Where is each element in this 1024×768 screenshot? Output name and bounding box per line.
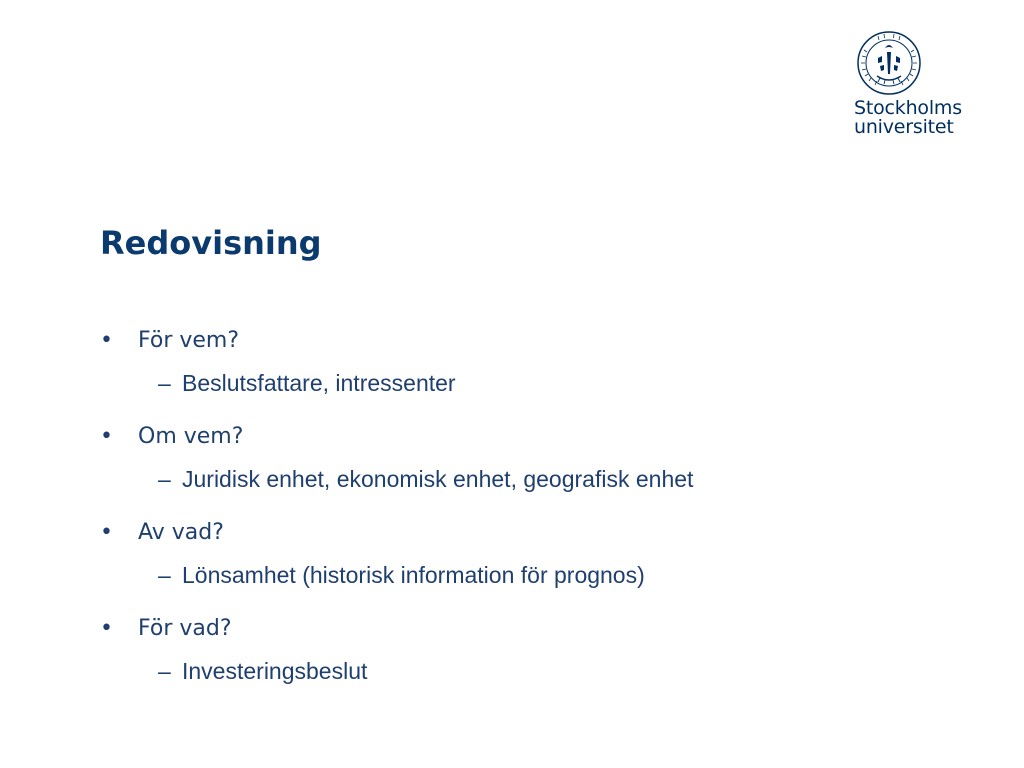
university-seal-icon [856,30,922,96]
bullet-marker: • [100,616,113,641]
bullet-text: För vad? [138,616,232,641]
bullet-marker: • [100,424,113,449]
wordmark-line-1: Stockholms [854,97,962,119]
wordmark-line-2: universitet [854,116,954,138]
bullet-marker: • [100,328,113,353]
sub-text: Lönsamhet (historisk information för prognos) [182,562,645,588]
slide-title: Redovisning [100,224,322,262]
sub-text: Investeringsbeslut [182,658,368,684]
bullet-item [100,515,960,551]
sub-item [100,461,960,497]
slide-body [100,323,960,707]
sub-marker: – [158,562,171,588]
bullet-item [100,323,960,359]
sub-item [100,365,960,401]
bullet-item [100,419,960,455]
university-wordmark [854,99,962,137]
bullet-text: För vem? [138,328,240,353]
sub-item [100,557,960,593]
sub-marker: – [158,466,171,492]
bullet-text: Av vad? [138,520,224,545]
sub-marker: – [158,658,171,684]
sub-text: Beslutsfattare, intressenter [182,370,456,396]
bullet-item [100,611,960,647]
sub-marker: – [158,370,171,396]
university-logo [848,30,994,145]
sub-item [100,653,960,689]
sub-text: Juridisk enhet, ekonomisk enhet, geografisk enhet [182,466,694,492]
bullet-text: Om vem? [138,424,244,449]
bullet-marker: • [100,520,113,545]
